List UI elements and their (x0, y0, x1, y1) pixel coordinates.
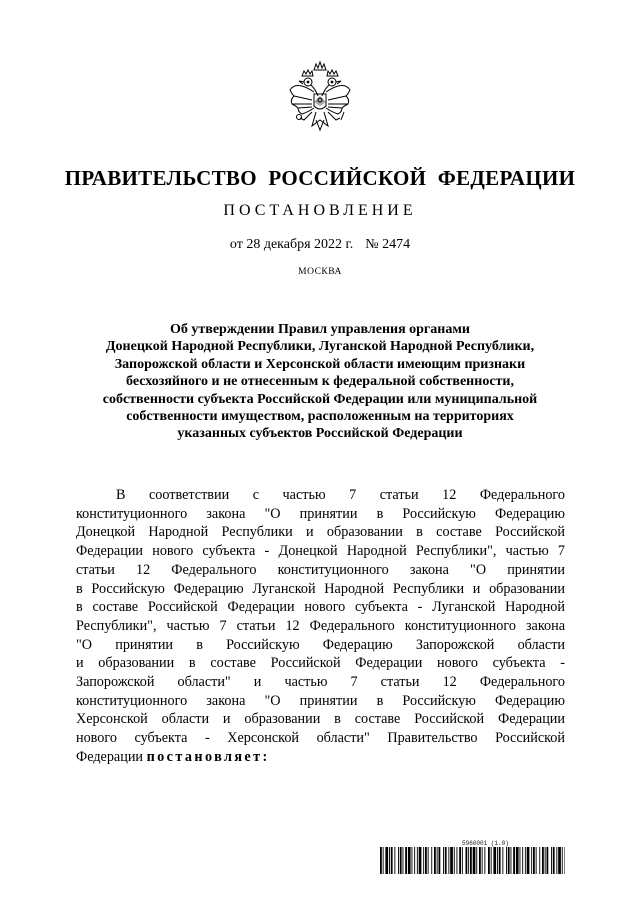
body-line: Федерации нового субъекта - Донецкой Народной Республики", частью 7 (76, 543, 565, 560)
body-line: Донецкой Народной Республики и образовании в составе Российской (76, 524, 565, 541)
document-code: 5960001 (1.0) (462, 840, 509, 847)
body-line: Херсонской области и образовании в составе Российской Федерации (76, 711, 565, 728)
document-date: от 28 декабря 2022 г. (229, 237, 354, 252)
body-line: Запорожской области" и частью 7 статьи 12 Федерального (76, 674, 565, 691)
heading-line: бесхозяйного и не отнесенным к федеральной собственности, (126, 374, 514, 390)
body-line: и образовании в составе Российской Федерации нового субъекта - (76, 655, 565, 672)
body-line: статьи 12 Федерального конституционного закона "О принятии (76, 561, 565, 578)
document-number: № 2474 (365, 237, 411, 252)
date-number-line (0, 237, 640, 253)
document-heading (60, 321, 580, 443)
body-line: в Российскую Федерацию Луганской Народной Республики и образовании (76, 580, 565, 597)
document-body (76, 486, 565, 767)
government-title: ПРАВИТЕЛЬСТВО РОССИЙСКОЙ ФЕДЕРАЦИИ (64, 166, 576, 190)
body-last-prefix: Федерации (76, 748, 144, 765)
heading-line: Донецкой Народной Республики, Луганской Народной Республики, (105, 339, 535, 355)
heading-line: Об утверждении Правил управления органами (170, 322, 470, 337)
coat-of-arms-emblem (284, 60, 356, 142)
body-line: Республики", частью 7 статьи 12 Федерального конституционного закона (76, 617, 565, 634)
barcode (380, 847, 565, 874)
resolves-word: постановляет: (146, 748, 270, 765)
heading-line: Запорожской области и Херсонской области имеющим признаки (114, 356, 526, 372)
heading-line: собственности субъекта Российской Федерации или муниципальной (102, 391, 538, 407)
heading-line: собственности имуществом, расположенным на территориях (126, 409, 514, 425)
city-name: МОСКВА (298, 267, 342, 277)
body-line: конституционного закона "О принятии в Российскую Федерацию (76, 692, 565, 709)
heading-line: указанных субъектов Российской Федерации (177, 426, 463, 442)
document-type: ПОСТАНОВЛЕНИЕ (223, 202, 417, 219)
body-line: нового субъекта - Херсонской области" Правительство Российской (76, 730, 565, 747)
body-line: конституционного закона "О принятии в Российскую Федерацию (76, 505, 565, 522)
body-line: в составе Российской Федерации нового субъекта - Луганской Народной (76, 599, 565, 616)
body-line: "О принятии в Российскую Федерацию Запорожской области (76, 636, 565, 653)
body-line: В соответствии с частью 7 статьи 12 Федерального (116, 487, 565, 503)
body-last-line (76, 748, 565, 767)
